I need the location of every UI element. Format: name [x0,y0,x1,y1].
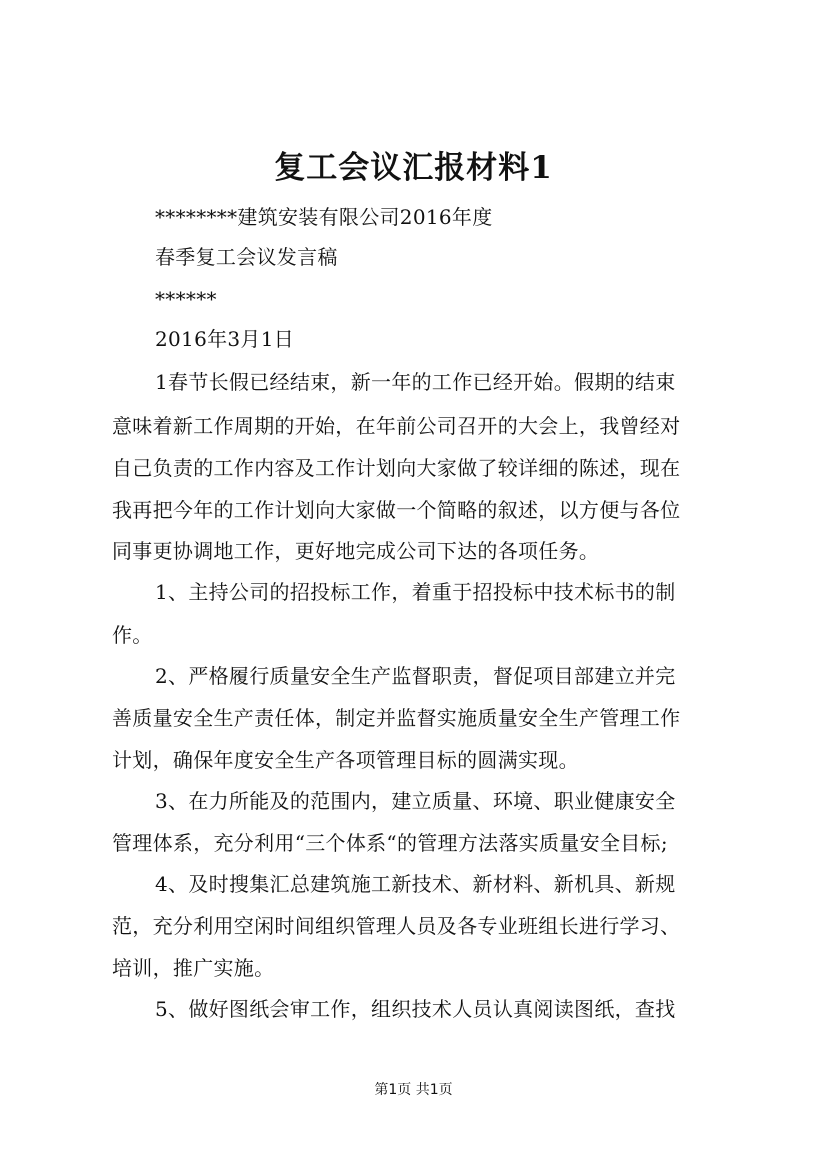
list-item-3-line: 3、在力所能及的范围内，建立质量、环境、职业健康安全 [155,789,676,813]
list-item-1-line: 1、主持公司的招投标工作，着重于招投标中技术标书的制 [155,580,676,604]
date-line: 2016年3月1日 [155,327,295,351]
paragraph-line: 1春节长假已经结束，新一年的工作已经开始。假期的结束 [155,370,676,394]
company-line: ********建筑安装有限公司2016年度 [155,205,493,229]
list-item-2-line: 计划，确保年度安全生产各项管理目标的圆满实现。 [112,748,579,772]
speaker-line: ****** [155,287,217,311]
paragraph-line: 意味着新工作周期的开始，在年前公司召开的大会上，我曾经对 [112,414,681,438]
paragraph-line: 自己负责的工作内容及工作计划向大家做了较详细的陈述，现在 [112,456,681,480]
paragraph-line: 同事更协调地工作，更好地完成公司下达的各项任务。 [112,539,600,563]
document-title: 复工会议汇报材料1 [274,150,553,186]
list-item-1-line: 作。 [112,623,153,647]
speech-title-line: 春季复工会议发言稿 [155,245,338,269]
list-item-2-line: 2、严格履行质量安全生产监督职责，督促项目部建立并完 [155,664,676,688]
list-item-4-line: 4、及时搜集汇总建筑施工新技术、新材料、新机具、新规 [155,872,676,896]
list-item-4-line: 培训，推广实施。 [112,956,275,980]
paragraph-line: 我再把今年的工作计划向大家做一个简略的叙述，以方便与各位 [112,498,681,522]
list-item-3-line: 管理体系，充分利用“三个体系“的管理方法落实质量安全目标; [112,831,668,855]
list-item-2-line: 善质量安全生产责任体，制定并监督实施质量安全生产管理工作 [112,706,681,730]
page-footer: 第1页 共1页 [374,1082,453,1098]
list-item-4-line: 范，充分利用空闲时间组织管理人员及各专业班组长进行学习、 [112,914,681,938]
list-item-5-line: 5、做好图纸会审工作，组织技术人员认真阅读图纸，查找 [155,997,676,1021]
